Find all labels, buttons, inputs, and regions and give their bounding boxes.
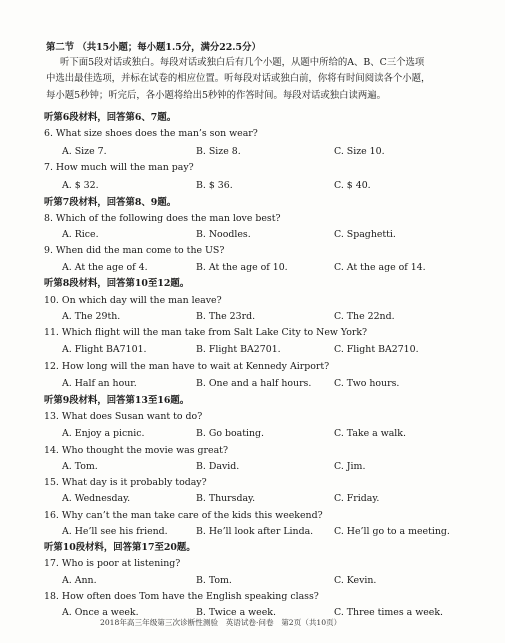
option-a: A. Enjoy a picnic. <box>62 428 145 439</box>
material-heading: 听第7段材料，回答第8、9题。 <box>44 197 177 208</box>
option-b: B. Tom. <box>196 575 232 586</box>
option-c: C. Jim. <box>334 461 366 472</box>
question-text: 6. What size shoes does the man’s son wear? <box>44 128 258 139</box>
question-text: 10. On which day will the man leave? <box>44 295 222 306</box>
option-b: B. Size 8. <box>196 146 241 157</box>
question-text: 15. What day is it probably today? <box>44 477 207 488</box>
option-a: A. Flight BA7101. <box>62 344 147 355</box>
question-text: 13. What does Susan want to do? <box>44 411 203 422</box>
question-text: 14. Who thought the movie was great? <box>44 445 228 456</box>
option-c: C. Flight BA2710. <box>334 344 419 355</box>
option-b: B. Go boating. <box>196 428 264 439</box>
material-heading: 听第9段材料，回答第13至16题。 <box>44 395 190 406</box>
option-b: B. Thursday. <box>196 493 256 504</box>
option-b: B. Flight BA2701. <box>196 344 281 355</box>
option-b: B. One and a half hours. <box>196 378 312 389</box>
option-a: A. Rice. <box>62 229 99 240</box>
option-a: A. The 29th. <box>62 311 121 322</box>
option-a: A. $ 32. <box>62 180 99 191</box>
question-text: 11. Which flight will the man take from Salt Lake City to New York? <box>44 327 368 338</box>
option-c: C. $ 40. <box>334 180 371 191</box>
option-b: B. Noodles. <box>196 229 251 240</box>
question-text: 8. Which of the following does the man love best? <box>44 213 281 224</box>
question-text: 16. Why can’t the man take care of the kids this weekend? <box>44 510 323 521</box>
question-text: 7. How much will the man pay? <box>44 162 194 173</box>
question-text: 18. How often does Tom have the English speaking class? <box>44 591 319 602</box>
option-b: B. At the age of 10. <box>196 262 288 273</box>
option-c: C. Kevin. <box>334 575 377 586</box>
option-a: A. Once a week. <box>62 607 139 618</box>
option-a: A. At the age of 4. <box>62 262 148 273</box>
page-footer: 2018年高三年级第三次诊断性测验 英语试卷·问卷 第2页（共10页） <box>100 618 342 627</box>
question-text: 9. When did the man come to the US? <box>44 245 225 256</box>
option-a: A. He’ll see his friend. <box>62 526 168 537</box>
option-c: C. Two hours. <box>334 378 400 389</box>
question-text: 17. Who is poor at listening? <box>44 558 181 569</box>
option-b: B. He’ll look after Linda. <box>196 526 314 537</box>
option-a: A. Ann. <box>62 575 97 586</box>
material-heading: 听第6段材料，回答第6、7题。 <box>44 112 177 123</box>
option-a: A. Tom. <box>62 461 98 472</box>
option-a: A. Size 7. <box>62 146 107 157</box>
option-c: C. At the age of 14. <box>334 262 426 273</box>
option-c: C. Size 10. <box>334 146 385 157</box>
option-c: C. Spaghetti. <box>334 229 396 240</box>
option-c: C. Three times a week. <box>334 607 443 618</box>
material-heading: 听第10段材料，回答第17至20题。 <box>44 542 196 553</box>
option-b: B. Twice a week. <box>196 607 276 618</box>
option-a: A. Half an hour. <box>62 378 137 389</box>
option-c: C. Take a walk. <box>334 428 406 439</box>
option-a: A. Wednesday. <box>62 493 131 504</box>
option-b: B. $ 36. <box>196 180 233 191</box>
option-b: B. The 23rd. <box>196 311 256 322</box>
section-title: 第二节 （共15小题；每小题1.5分，满分22.5分） <box>46 42 261 53</box>
section-intro-line-2: 中选出最佳选项，并标在试卷的相应位置。听每段对话或独白前，你将有时间阅读各个小题， <box>46 73 431 84</box>
option-c: C. Friday. <box>334 493 380 504</box>
question-text: 12. How long will the man have to wait at Kennedy Airport? <box>44 361 330 372</box>
option-c: C. The 22nd. <box>334 311 395 322</box>
material-heading: 听第8段材料，回答第10至12题。 <box>44 278 190 289</box>
section-intro-line-1: 听下面5段对话或独白。每段对话或独白后有几个小题，从题中所给的A、B、C三个选项 <box>60 57 425 68</box>
option-b: B. David. <box>196 461 240 472</box>
option-c: C. He’ll go to a meeting. <box>334 526 450 537</box>
section-intro-line-3: 每小题5秒钟；听完后，各小题将给出5秒钟的作答时间。每段对话或独白读两遍。 <box>46 90 387 101</box>
